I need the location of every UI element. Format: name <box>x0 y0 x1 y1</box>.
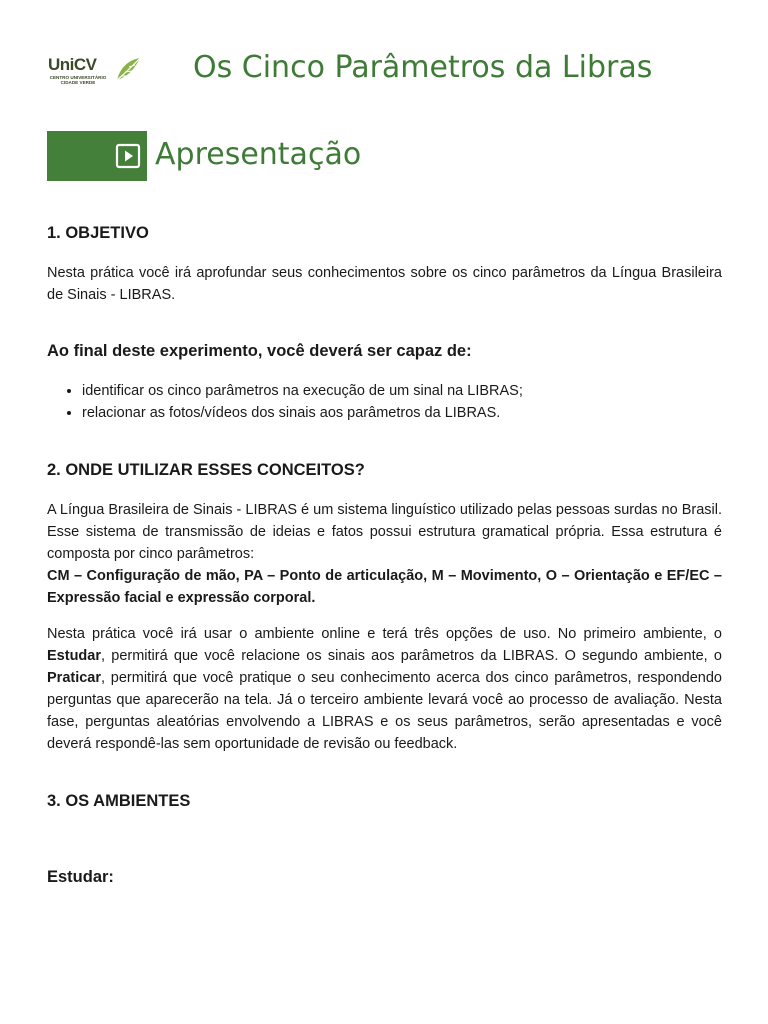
document-title: Os Cinco Parâmetros da Libras <box>193 50 653 85</box>
heading-ambientes: 3. OS AMBIENTES <box>47 792 191 810</box>
list-item: • relacionar as fotos/vídeos dos sinais aos parâmetros da LIBRAS. <box>82 402 722 424</box>
logo-subtitle <box>48 75 108 85</box>
unicv-logo <box>48 55 144 85</box>
bullet-list <box>47 380 722 424</box>
logo-subtitle-1: CENTRO UNIVERSITÁRIO <box>49 75 107 80</box>
logo-subtitle-2: CIDADE VERDE <box>60 80 96 85</box>
play-icon <box>115 143 141 169</box>
pratica-text-d: , permitirá que você pratique o seu conhecimento acerca dos cinco parâmetros, respondendo perguntas que aparecerão na tela. Já o terceiro ambiente levará você ao processo de avaliação. Nesta fase, perguntas aleatórias envolvendo a LIBRAS e os seus parâmetros, serão apresentadas e você deverá respondê-las sem oportunidade de revisão ou feedback. <box>47 670 722 752</box>
pratica-text-a: Nesta prática você irá usar o ambiente online e terá três opções de uso. No primeiro ambiente, o <box>47 626 722 642</box>
list-item: • identificar os cinco parâmetros na execução de um sinal na LIBRAS; <box>82 380 722 402</box>
pratica-paragraph <box>47 623 722 755</box>
pratica-text-c: , permitirá que você relacione os sinais aos parâmetros da LIBRAS. O segundo ambiente, o <box>101 648 722 664</box>
libras-paragraph <box>47 499 722 609</box>
libras-text: A Língua Brasileira de Sinais - LIBRAS é um sistema linguístico utilizado pelas pessoas surdas no Brasil. Esse sistema de transmissão de ideias e fatos possui estrutura gramatical própria. Essa estrutura é composta por cinco parâmetros: <box>47 502 722 562</box>
objetivo-text: Nesta prática você irá aprofundar seus conhecimentos sobre os cinco parâmetros da Língua Brasileira de Sinais - LIBRAS. <box>47 265 722 303</box>
praticar-bold: Praticar <box>47 670 102 686</box>
estudar-bold: Estudar <box>47 648 101 664</box>
logo-text: UniCV <box>48 55 97 74</box>
heading-objetivo: 1. OBJETIVO <box>47 224 149 242</box>
capaz-subheading: Ao final deste experimento, você deverá ser capaz de: <box>47 342 472 360</box>
parametros-bold: CM – Configuração de mão, PA – Ponto de articulação, M – Movimento, O – Orientação e EF/EC – Expressão facial e expressão corporal. <box>47 568 722 606</box>
leaf-icon <box>114 56 142 82</box>
estudar-heading: Estudar: <box>47 868 114 886</box>
section-title: Apresentação <box>155 137 362 172</box>
heading-onde-utilizar: 2. ONDE UTILIZAR ESSES CONCEITOS? <box>47 461 365 479</box>
